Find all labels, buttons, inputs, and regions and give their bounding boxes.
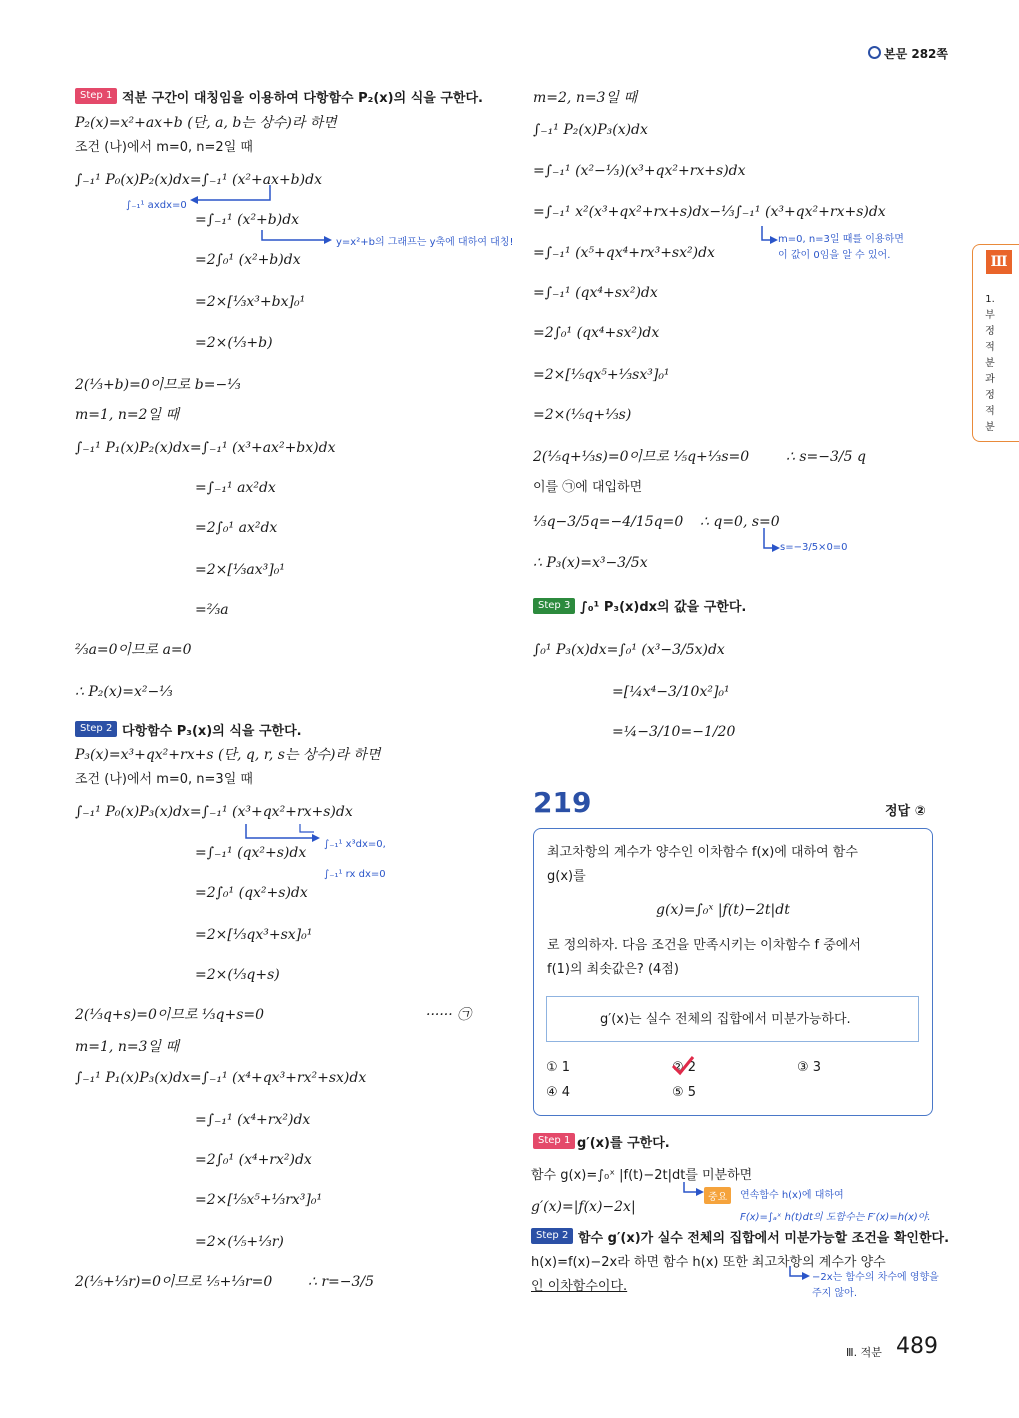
math-line: ∫₋₁¹ P₁(x)P₃(x)dx=∫₋₁¹ (x⁴+qx³+rx²+sx)dx (75, 1070, 367, 1086)
note-s-zero: s=−3/5×0=0 (780, 542, 848, 553)
math-line: ∫₋₁¹ P₀(x)P₂(x)dx=∫₋₁¹ (x²+ax+b)dx (75, 172, 322, 188)
tab-char: 분 (985, 358, 995, 369)
annotation-arrow-5 (786, 1266, 816, 1286)
note-m0-n3-b: 이 값이 0임을 알 수 있어. (778, 250, 891, 261)
annotation-arrows-1 (0, 0, 520, 260)
math-line: ∴ s=−3/5 q (786, 449, 866, 465)
note-continuous-a: 연속함수 h(x)에 대하여 (740, 1190, 844, 1201)
math-line: 2(⅓+b)=0이므로 b=−⅓ (75, 377, 241, 393)
math-line: =∫₋₁¹ (x²+b)dx (195, 212, 300, 228)
math-line: P₂(x)=x²+ax+b (단, a, b는 상수)라 하면 (75, 115, 337, 131)
tab-char: 부 (985, 310, 995, 321)
math-line: =∫₋₁¹ (qx²+s)dx (195, 845, 307, 861)
choice-4[interactable]: ④ 4 (546, 1085, 571, 1100)
circle-bullet-icon (868, 46, 881, 59)
math-line: ∴ P₂(x)=x²−⅓ (75, 684, 173, 700)
math-line: =2×[⅕qx⁵+⅓sx³]₀¹ (533, 367, 670, 383)
math-line: =¼−3/10=−1/20 (612, 724, 736, 740)
solution-step1-badge: Step 1 (533, 1133, 575, 1149)
math-line: =∫₋₁¹ (x⁴+rx²)dx (195, 1112, 311, 1128)
math-line: ∫₋₁¹ P₀(x)P₃(x)dx=∫₋₁¹ (x³+qx²+rx+s)dx (75, 804, 353, 820)
math-line: =2∫₀¹ (qx⁴+sx²)dx (533, 325, 660, 341)
problem-text-1: 최고차항의 계수가 양수인 이차함수 f(x)에 대하여 함수 (547, 845, 858, 860)
math-line: =2×(⅕q+⅓s) (533, 407, 632, 423)
problem-text-3: 로 정의하자. 다음 조건을 만족시키는 이차함수 f 중에서 (547, 938, 861, 953)
choice-5[interactable]: ⑤ 5 (672, 1085, 697, 1100)
chapter-roman: Ⅲ (986, 250, 1012, 274)
note-m0-n3-a: m=0, n=3일 때를 이용하면 (778, 234, 904, 245)
math-line: =2×(⅓q+s) (195, 967, 280, 983)
math-line: ∫₋₁¹ P₂(x)P₃(x)dx (533, 122, 648, 138)
math-line: P₃(x)=x³+qx²+rx+s (단, q, r, s는 상수)라 하면 (75, 747, 381, 763)
math-line: 2(⅓q+s)=0이므로 ⅓q+s=0 (75, 1007, 265, 1023)
choice-2[interactable]: ② 2 (672, 1060, 697, 1075)
step2-title: 다항함수 P₃(x)의 식을 구한다. (122, 724, 302, 739)
check-mark-icon (670, 1054, 696, 1078)
math-line: =⅔a (195, 602, 229, 618)
math-line: =2×[⅓ax³]₀¹ (195, 562, 285, 578)
solution-step1-title: g′(x)를 구한다. (577, 1136, 670, 1151)
note-linear-integral: ∫₋₁¹ rx dx=0 (324, 869, 386, 880)
note-cubic-integral: ∫₋₁¹ x³dx=0, (324, 839, 386, 850)
note-odd-integral: ∫₋₁¹ axdx=0 (126, 200, 187, 211)
math-line: ∴ q=0, s=0 (700, 514, 780, 530)
header-ref: 본문 282쪽 (868, 45, 948, 62)
math-line: =2×[⅓qx³+sx]₀¹ (195, 927, 313, 943)
chapter-title (983, 292, 997, 436)
math-line: =2×(⅕+⅓r) (195, 1234, 284, 1250)
solution-line-2: g′(x)=|f(x)−2x| (531, 1199, 636, 1215)
solution-line-4: 인 이차함수이다. (531, 1279, 628, 1294)
tab-char: 정 (985, 326, 995, 337)
math-line: =2∫₀¹ (qx²+s)dx (195, 885, 308, 901)
note-continuous-b: F(x)=∫ₐˣ h(t)dt의 도함수는 F′(x)=h(x)야. (740, 1212, 931, 1223)
choice-3[interactable]: ③ 3 (797, 1060, 822, 1075)
page-number: 489 (896, 1334, 938, 1359)
note-degree-b: 주지 않아. (812, 1288, 857, 1299)
math-line: =[¼x⁴−3/10x²]₀¹ (612, 684, 730, 700)
answer-label: 정답 ② (885, 804, 926, 819)
tab-char: 적 (985, 342, 995, 353)
math-line: =2×[⅓x³+bx]₀¹ (195, 294, 306, 310)
math-line: =2×(⅓+b) (195, 335, 273, 351)
step2-badge: Step 2 (75, 721, 117, 737)
math-line: ∴ r=−3/5 (308, 1274, 375, 1290)
condition-text: g′(x)는 실수 전체의 집합에서 미분가능하다. (600, 1012, 851, 1027)
choice-1[interactable]: ① 1 (546, 1060, 571, 1075)
math-line: 이를 ㉠에 대입하면 (533, 480, 643, 495)
math-line: m=2, n=3일 때 (533, 90, 637, 106)
annotation-arrows-2 (0, 800, 520, 880)
math-line: ∴ P₃(x)=x³−3/5x (533, 555, 648, 571)
math-line: =2×[⅕x⁵+⅓rx³]₀¹ (195, 1192, 323, 1208)
step3-badge: Step 3 (533, 598, 575, 614)
solution-line-1: 함수 g(x)=∫₀ˣ |f(t)−2t|dt를 미분하면 (531, 1168, 753, 1183)
math-line: =2∫₀¹ ax²dx (195, 520, 278, 536)
math-line: ⅓q−3/5q=−4/15q=0 (533, 514, 684, 530)
problem-text-4: f(1)의 최솟값은? (4점) (547, 962, 679, 977)
tab-char: 1. (985, 294, 995, 305)
tab-char: 적 (985, 406, 995, 417)
math-line: =∫₋₁¹ (x²−⅓)(x³+qx²+rx+s)dx (533, 163, 746, 179)
math-line: =∫₋₁¹ (qx⁴+sx²)dx (533, 285, 658, 301)
step3-title: ∫₀¹ P₃(x)dx의 값을 구한다. (580, 600, 747, 615)
tab-char: 과 (985, 374, 995, 385)
solution-step2-badge: Step 2 (531, 1228, 573, 1244)
note-degree-a: −2x는 함수의 차수에 영향을 (812, 1272, 939, 1283)
math-line: ⅔a=0이므로 a=0 (75, 642, 192, 658)
math-line: 2(⅕q+⅓s)=0이므로 ⅕q+⅓s=0 (533, 449, 750, 465)
footer-section: Ⅲ. 적분 (846, 1346, 882, 1359)
math-line: m=1, n=3일 때 (75, 1039, 179, 1055)
math-line: =∫₋₁¹ ax²dx (195, 480, 276, 496)
tab-char: 정 (985, 390, 995, 401)
math-line: m=1, n=2일 때 (75, 407, 179, 423)
solution-line-3: h(x)=f(x)−2x라 하면 함수 h(x) 또한 최고차항의 계수가 양수 (531, 1255, 886, 1270)
problem-text-2: g(x)를 (547, 869, 586, 884)
tab-char: 분 (985, 422, 995, 433)
solution-step2-title: 함수 g′(x)가 실수 전체의 집합에서 미분가능할 조건을 확인한다. (578, 1231, 950, 1246)
math-line: ∫₋₁¹ P₁(x)P₂(x)dx=∫₋₁¹ (x³+ax²+bx)dx (75, 440, 336, 456)
problem-number: 219 (533, 786, 592, 819)
math-line: 조건 (나)에서 m=0, n=3일 때 (75, 772, 253, 787)
math-line: =∫₋₁¹ (x⁵+qx⁴+rx³+sx²)dx (533, 245, 715, 261)
math-line: =2∫₀¹ (x⁴+rx²)dx (195, 1152, 312, 1168)
annotation-arrow-4 (680, 1182, 710, 1202)
note-symmetric-graph: y=x²+b의 그래프는 y축에 대하여 대칭! (336, 237, 514, 248)
math-line: 2(⅕+⅓r)=0이므로 ⅕+⅓r=0 (75, 1274, 273, 1290)
math-line: 조건 (나)에서 m=0, n=2일 때 (75, 140, 253, 155)
important-badge: 중요 (704, 1187, 731, 1204)
math-line: ∫₀¹ P₃(x)dx=∫₀¹ (x³−3/5x)dx (533, 642, 725, 658)
math-line: =2∫₀¹ (x²+b)dx (195, 252, 301, 268)
annotation-arrows-3 (500, 200, 920, 560)
step1-badge: Step 1 (75, 88, 117, 104)
step1-title: 적분 구간이 대칭임을 이용하여 다항함수 P₂(x)의 식을 구한다. (122, 91, 483, 106)
math-line: ······ ㉠ (426, 1007, 472, 1023)
problem-formula: g(x)=∫₀ˣ |f(t)−2t|dt (656, 902, 790, 918)
math-line: =∫₋₁¹ x²(x³+qx²+rx+s)dx−⅓∫₋₁¹ (x³+qx²+rx+s)dx (533, 204, 886, 220)
